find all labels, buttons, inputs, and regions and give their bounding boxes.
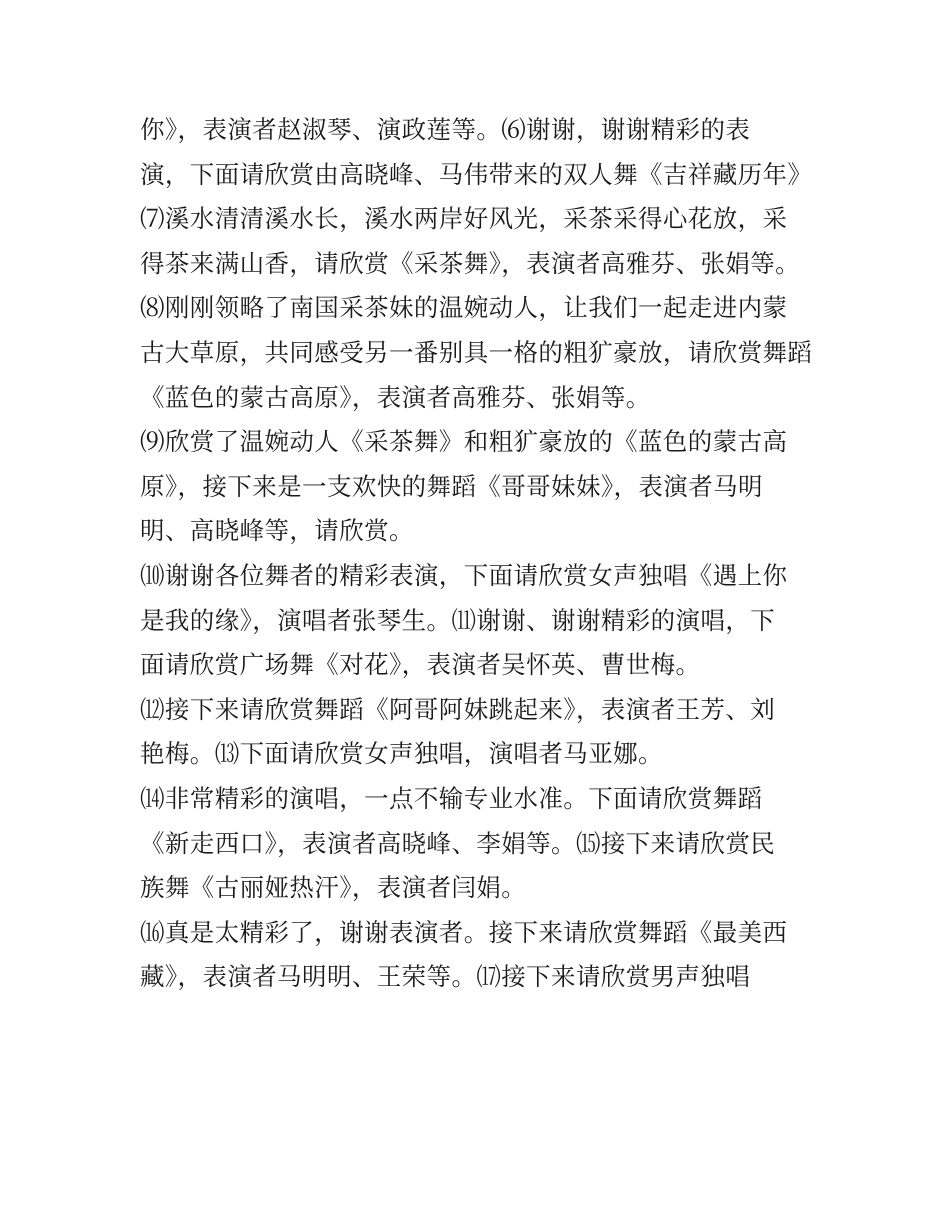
text-line-9: 原》，接下来是一支欢快的舞蹈《哥哥妹妹》，表演者马明 — [140, 471, 763, 501]
text-line-1: 你》，表演者赵淑琴、演政莲等。⑹谢谢，谢谢精彩的表 — [140, 115, 751, 144]
text-line-13: 面请欣赏广场舞《对花》，表演者吴怀英、曹世梅。 — [140, 650, 701, 680]
document-text — [140, 108, 840, 1000]
text-line-11: ⑽谢谢各位舞者的精彩表演，下面请欣赏女声独唱《遇上你 — [140, 560, 788, 590]
text-line-18: 族舞《古丽娅热汗》，表演者闫娟。 — [140, 873, 527, 903]
text-line-19: ⒃真是太精彩了，谢谢表演者。接下来请欣赏舞蹈《最美西 — [140, 917, 788, 947]
text-line-15: 艳梅。⒀下面请欣赏女声独唱，演唱者马亚娜。 — [140, 739, 663, 769]
text-line-2: 演，下面请欣赏由高晓峰、马伟带来的双人舞《吉祥藏历年》 — [140, 159, 813, 189]
text-line-6: 古大草原，共同感受另一番别具一格的粗犷豪放，请欣赏舞蹈 — [140, 337, 813, 367]
text-line-7: 《蓝色的蒙古高原》，表演者高雅芬、张娟等。 — [140, 382, 651, 412]
text-line-8: ⑼欣赏了温婉动人《采茶舞》和粗犷豪放的《蓝色的蒙古高 — [140, 427, 788, 457]
text-line-4: 得茶来满山香，请欣赏《采茶舞》，表演者高雅芬、张娟等。 — [140, 248, 801, 278]
text-line-20: 藏》，表演者马明明、王荣等。⒄接下来请欣赏男声独唱 — [140, 962, 751, 992]
text-line-12: 是我的缘》，演唱者张琴生。⑾谢谢、谢谢精彩的演唱，下 — [140, 605, 776, 635]
text-line-16: ⒁非常精彩的演唱，一点不输专业水准。下面请欣赏舞蹈 — [140, 783, 763, 813]
text-line-17: 《新走西口》，表演者高晓峰、李娟等。⒂接下来请欣赏民 — [140, 828, 776, 858]
text-line-3: ⑺溪水清清溪水长，溪水两岸好风光，采茶采得心花放，采 — [140, 204, 788, 234]
text-line-14: ⑿接下来请欣赏舞蹈《阿哥阿妹跳起来》，表演者王芳、刘 — [140, 694, 776, 724]
text-line-10: 明、高晓峰等，请欣赏。 — [140, 516, 414, 546]
text-line-5: ⑻刚刚领略了南国采茶妹的温婉动人，让我们一起走进内蒙 — [140, 293, 788, 323]
